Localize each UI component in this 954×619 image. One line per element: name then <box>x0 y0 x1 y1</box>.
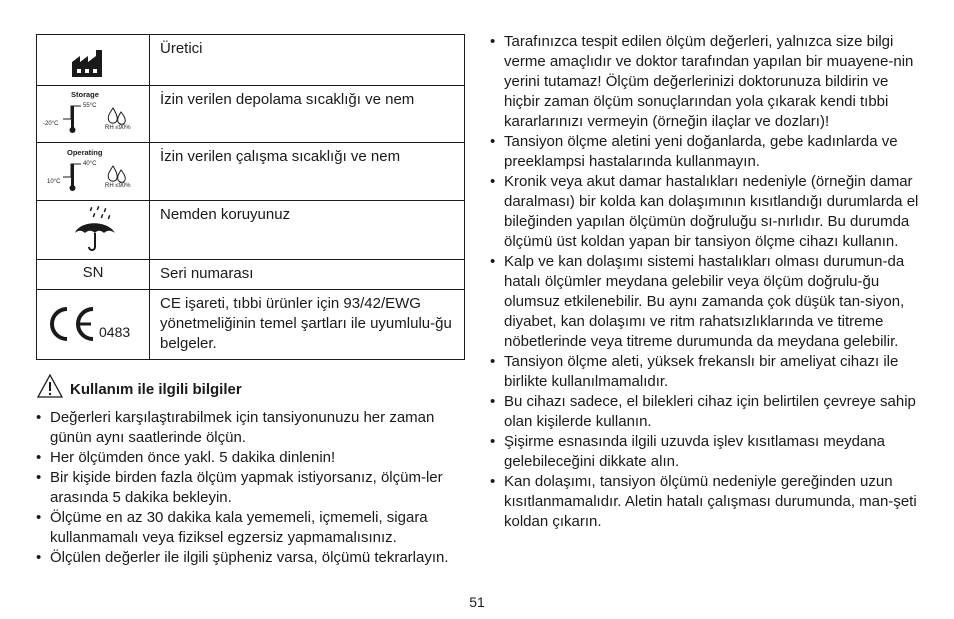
symbol-row-serial <box>37 260 465 290</box>
temp-high-label: 55°C <box>83 103 97 109</box>
symbol-text: Seri numarası <box>150 260 465 290</box>
sn-label: SN <box>37 260 150 290</box>
symbol-text: İzin verilen çalışma sıcaklığı ve nem <box>150 143 465 201</box>
umbrella-rain-icon <box>67 205 127 255</box>
temp-low-label: -20°C <box>43 121 59 127</box>
list-item: • Kan dolaşımı, tansiyon ölçümü nedeniyle gereğinden uzun kısıtlanmamalıdır. Aletin hatalı çalışması durumunda, man-şeti koldan çıkarın. <box>490 472 920 532</box>
list-item: • Şişirme esnasında ilgili uzuvda işlev kısıtlaması meydana gelebileceğini dikkate alın. <box>490 432 920 472</box>
list-item: • Bu cihazı sadece, el bilekleri cihaz için belirtilen çevreye sahip olan kişilerde kullanın. <box>490 392 920 432</box>
icon-cell <box>37 35 150 86</box>
symbol-text: CE işareti, tıbbi ürünler için 93/42/EWG yönetmeliğinin temel şartları ile uyumlulu-ğu belgeler. <box>150 290 465 360</box>
symbol-row-moisture <box>37 201 465 260</box>
symbol-text: İzin verilen depolama sıcaklığı ve nem <box>150 86 465 143</box>
symbols-table <box>36 34 465 360</box>
ce-number: 0483 <box>99 324 131 340</box>
rh-label: RH ≤90% <box>105 183 131 189</box>
warning-triangle-icon <box>36 372 64 400</box>
icon-cell <box>37 290 150 360</box>
icon-cell <box>37 143 150 201</box>
icon-cell <box>37 86 150 143</box>
temp-high-label: 40°C <box>83 161 97 167</box>
left-bullet-list <box>36 408 464 568</box>
list-item: • Tarafınızca tespit edilen ölçüm değerleri, yalnızca size bilgi verme amaçlıdır ve doktor tarafından yapılan bir muayene-nin yerini tutamaz! Ölçüm değerlerinizi doktorunuza bildirin ve hiçbir zaman ölçüm sonuçlarından yola çıkarak kendi tıbbi kararlarınızı vermeyin (örneğin ilaçlar ve dozları)! <box>490 32 920 132</box>
storage-label: Storage <box>71 90 99 99</box>
symbol-text: Üretici <box>150 35 465 86</box>
list-item: • Kronik veya akut damar hastalıkları nedeniyle (örneğin damar daralması) bir kolda kan dolaşımının kısıtlandığı durumlarda el bileğinden yapılan ölçümün doğruluğu sı-nırlıdır. Bu durumda ölçümü üst koldan yapan bir tansiyon ölçme cihazı kullanın. <box>490 172 920 252</box>
icon-cell <box>37 201 150 260</box>
symbol-row-storage <box>37 86 465 143</box>
operating-temp-humidity-icon <box>37 143 149 201</box>
temp-low-label: 10°C <box>47 179 61 185</box>
symbol-text: Nemden koruyunuz <box>150 201 465 260</box>
list-item: • Her ölçümden önce yakl. 5 dakika dinlenin! <box>36 448 464 468</box>
ce-mark-icon <box>43 304 99 344</box>
list-item: • Ölçüme en az 30 dakika kala yememeli, içmemeli, sigara kullanmamalı veya fiziksel egzersiz yapmamalısınız. <box>36 508 464 548</box>
list-item: • Kalp ve kan dolaşımı sistemi hastalıkları olması durumun-da hatalı ölçümler meydana gelebilir veya ölçüm doğrulu-ğu olumsuz etkilenebilir. Bu aynı zamanda çok düşük tan-siyon, diyabet, kan dolaşımı ve ritm rahatsızlıklarında ve titreme nöbetlerinde veya titreme durumunda da meydana gelebilir. <box>490 252 920 352</box>
storage-temp-humidity-icon <box>37 86 149 143</box>
section-title: Kullanım ile ilgili bilgiler <box>70 381 242 398</box>
operating-label: Operating <box>67 148 103 157</box>
symbol-row-ce <box>37 290 465 360</box>
rh-label: RH ≤90% <box>105 125 131 131</box>
symbol-row-operating <box>37 143 465 201</box>
manufacturer-icon <box>70 48 110 78</box>
list-item: • Ölçülen değerler ile ilgili şüpheniz varsa, ölçümü tekrarlayın. <box>36 548 464 568</box>
right-bullet-list <box>490 32 920 532</box>
page-number: 51 <box>469 594 485 610</box>
list-item: • Tansiyon ölçme aleti, yüksek frekanslı bir ameliyat cihazı ile birlikte kullanılmamalıdır. <box>490 352 920 392</box>
symbol-row-manufacturer <box>37 35 465 86</box>
list-item: • Değerleri karşılaştırabilmek için tansiyonunuzu her zaman günün aynı saatlerinde ölçün. <box>36 408 464 448</box>
list-item: • Tansiyon ölçme aletini yeni doğanlarda, gebe kadınlarda ve preeklampsi hastalarında kullanmayın. <box>490 132 920 172</box>
list-item: • Bir kişide birden fazla ölçüm yapmak istiyorsanız, ölçüm-ler arasında 5 dakika bekleyin. <box>36 468 464 508</box>
